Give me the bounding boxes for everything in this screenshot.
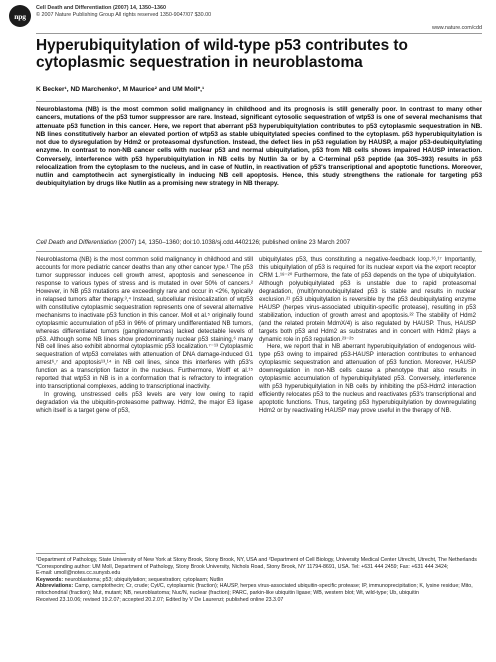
journal-url-link[interactable]: www.nature.com/cdd [431,25,482,31]
copyright-line: © 2007 Nature Publishing Group All rights reserved 1350-9047/07 $30.00 [36,11,212,18]
title-divider [36,101,482,102]
abstract: Neuroblastoma (NB) is the most common solid malignancy in childhood and its prognosis is still generally poor. In contrast to many other cancers, mutations of the p53 tumor suppressor are rare. Instead, significant cytosolic sequestration of wtp53 is one of several mechanisms that attenuate p53 function in this cancer. Here, we report that aberrant p53 hyperubiquitylation contributes to p53 cytoplasmic sequestration in NB. NB lines constitutively harbor an elevated portion of wtp53 as stable ubiquitylated species confined to the cytoplasm. p53 hyperubiquitylation is not due to dysregulation by Hdm2 or proteasomal dysfunction. Instead, the defect lies in p53 regulation by HAUSP, a major p53-deubiquitylating enzyme. In contrast to non-NB cancer cells with nuclear p53 and normal ubiquitylation, p53 from NB cells shows impaired HAUSP interaction. Conversely, interference with p53 hyperubiquitylation in NB cells by Nutlin 3a or by a C-terminal p53 peptide (aa 305–393) results in p53 relocalization from the cytoplasm to the nucleus, and in case of Nutlin, in reactivation of p53's transcriptional and apoptotic functions. Moreover, nutlin and camptothecin act synergistically in inducing NB cell apoptosis. Hence, this study strengthens the rationale for targeting p53 deubiquitylation by drugs like Nutlin as a promising new strategy in NB therapy. [36,106,482,188]
abstract-divider [36,251,482,252]
keywords-label: Keywords: [36,576,64,583]
abbreviations [36,583,482,596]
body-column-right [259,256,476,415]
publisher-logo: npg [9,5,31,27]
header-divider [36,33,482,34]
abbreviations-list: Camp, camptothecin; Cr, crude; Cyt/C, cytoplasmic (fraction); HAUSP, herpes virus-associated ubiquitin-specific protease; IP, immunoprecipitation; K, lysine residue; Mito, mitochondrial (fraction); Mut, mutant; NB, neuroblastoma; Nuc/N, nuclear (fraction); PARC, parkin-like ubiquitin ligase; WB, western blot; Wt, wild-type; Ub, ubiquitin [36,583,473,596]
affiliations: ¹Department of Pathology, State University of New York at Stony Brook, Stony Brook, NY, USA and ²Department of Cell Biology, University Medical Center Utrecht, Utrecht, The Netherlands [36,557,477,563]
author-list: K Becker¹, ND Marchenko¹, M Maurice² and UM Moll*,¹ [36,86,205,93]
corresponding-author: *Corresponding author: UM Moll, Department of Pathology, Stony Brook University, Nichols Road, Stony Brook, NY 11794-8691, USA. Tel: +631 444 2459; Fax: +631 444 3424; [36,563,449,570]
citation-journal: Cell Death and Differentiation [36,239,117,246]
keywords-list: neuroblastoma; p53; ubiquitylation; sequestration; cytoplasm; Nutlin [63,576,224,583]
journal-header [36,5,211,18]
body-paragraph: In growing, unstressed cells p53 levels are very low owing to rapid degradation via the ubiquitin-proteasome pathway. Hdm2, the major E3 ligase which itself is a target gene of p53, [36,391,253,415]
body-paragraph: Neuroblastoma (NB) is the most common solid malignancy in childhood and still accounts for more pediatric cancer deaths than any other cancer type.¹ The p53 tumor suppressor induces cell growth arrest, apoptosis and senescence in response to various types of stress and is mutated in over 50% of cancers.² However, in NB p53 mutations are exceedingly rare and occur in <2%, typically in relapsed tumors after therapy.³,⁴ Instead, subcellular mislocalization of wtp53 with constitutive cytoplasmic sequestration represents one of several alternative mechanisms to inactivate p53 function in this cancer. Moll et al.⁵ originally found cytoplasmic accumulation of p53 in 96% of primary undifferentiated NB tumors, whereas differentiated tumors (ganglioneuromas) lacked detectable levels of p53. Although some NB lines show predominantly nuclear p53 staining,⁶ many NB cell lines also exhibit abnormal cytoplasmic p53 localization.⁷⁻¹³ Cytoplasmic sequestration of wtp53 correlates with attenuation of DNA damage-induced G1 arrest⁶,⁷ and apoptosis¹³,¹⁴ in NB cell lines, since this interferes with p53's function as a transcription factor in the nucleus. Furthermore, Wolff et al.¹⁵ reported that wtp53 in NB is in a conformation that is refractory to integration into transcriptional complexes, adding to transcriptional inactivity. [36,256,253,391]
citation-details: (2007) 14, 1350–1360; doi:10.1038/sj.cdd.4402126; published online 23 March 2007 [116,239,351,246]
body-column-left [36,256,253,415]
footnote-divider [36,553,126,554]
email: E-mail: umoll@notes.cc.sunysb.edu [36,570,121,577]
abbreviations-label: Abbreviations: [36,583,74,590]
body-paragraph: ubiquitylates p53, thus constituting a negative-feedback loop.¹⁶,¹⁷ Importantly, this ubiquitylation of p53 is required for its nuclear export via the export receptor CRM 1.¹⁸⁻²⁰ Furthermore, the fate of p53 depends on the type of ubiquitylation. Although polyubiquitylated p53 is unstable due to rapid proteasomal degradation, (multi)monoubiquitylated p53 is stable and results in nuclear exclusion.²¹ p53 ubiquitylation is reversible by the p53 deubiquitylating enzyme HAUSP (herpes virus-associated ubiquitin-specific protease), resulting in p53 stabilization, induction of growth arrest and apoptosis.²² The stability of Hdm2 (and the related protein MdmX/4) is also regulated by HAUSP. Thus, HAUSP targets both p53 and Hdm2 as substrates and in concert with Hdm2 plays a dynamic role in p53 regulation.²³⁻²⁵ [259,256,476,343]
footnotes [36,557,482,603]
keywords [36,577,482,584]
article-title: Hyperubiquitylation of wild-type p53 contributes to cytoplasmic sequestration in neuroblastoma [36,37,408,71]
received-dates: Received 23.10.06; revised 19.2.07; accepted 20.2.07; Edited by V De Laurenzi; published online 23.3.07 [36,596,284,603]
article-citation [36,239,350,246]
journal-citation-line: Cell Death and Differentiation (2007) 14, 1350–1360 [36,5,167,11]
body-paragraph: Here, we report that in NB aberrant hyperubiquitylation of endogenous wild-type p53 owing to impaired p53-HAUSP interaction contributes to enhanced cytoplasmic sequestration and attenuation of p53 function. Moreover, HAUSP downregulation in non-NB cells cause a phenotype that also results in cytoplasmic accumulation of hyperubiquitylated p53. Conversely, interference with p53 hyperubiquitylation in NB cells by inhibiting the p53-Hdm2 interaction efficiently relocates p53 to the nucleus and reactivates p53's transcriptional and apoptotic functions. Thus, targeting p53 hyperubiquitylation by downregulating Hdm2 or by reactivating HAUSP may prove useful in the therapy of NB. [259,343,476,415]
